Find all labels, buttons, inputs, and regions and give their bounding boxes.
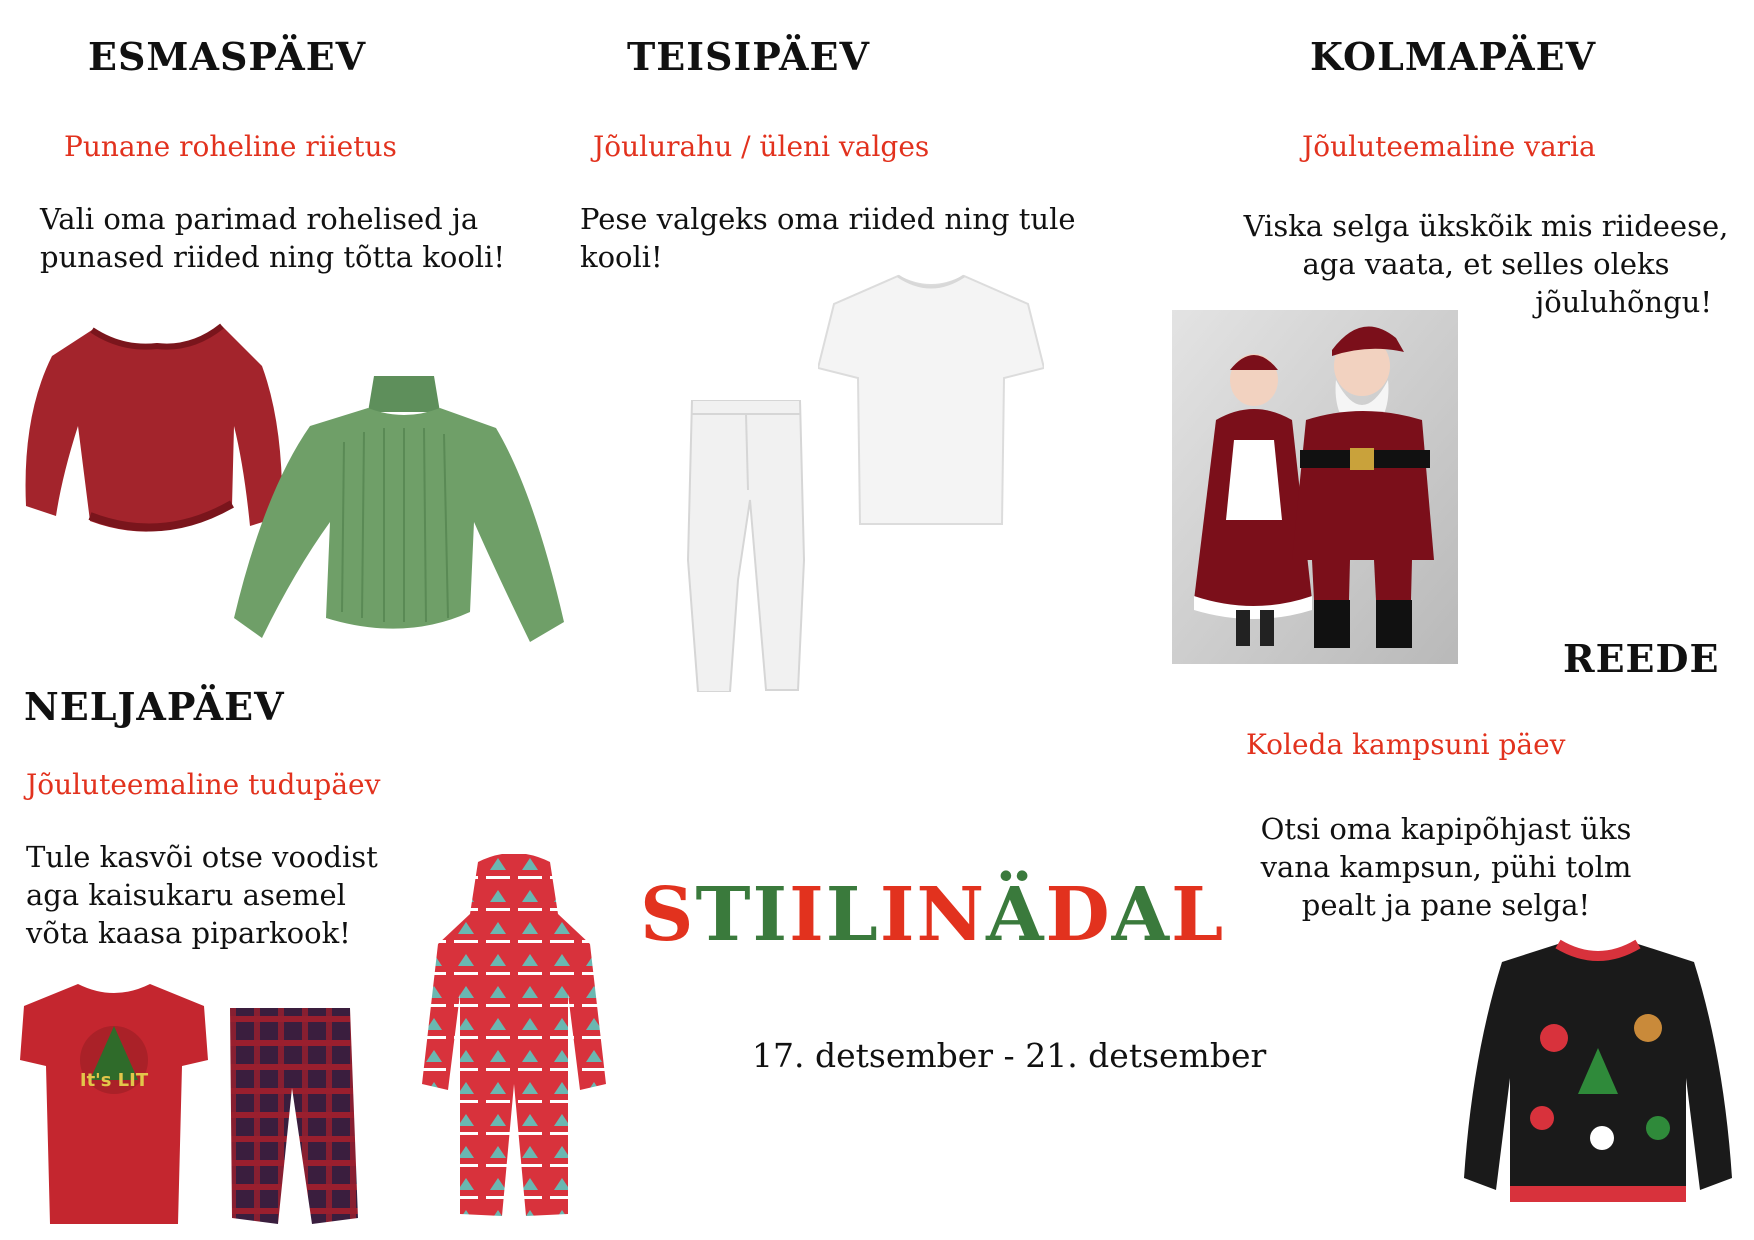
theme-monday: Punane roheline riietus xyxy=(64,130,397,163)
theme-thursday: Jõuluteemaline tudupäev xyxy=(26,768,381,801)
day-heading-thursday: NELJAPÄEV xyxy=(24,684,285,729)
description-line: Otsi oma kapipõhjast üks xyxy=(1260,812,1632,846)
description-monday xyxy=(40,200,560,276)
title-letter: I xyxy=(879,872,917,958)
shirt-text: It's LIT xyxy=(79,1070,149,1091)
description-line: võta kaasa piparkook! xyxy=(26,916,351,950)
title-letter: T xyxy=(695,872,753,958)
plaid-pajama-pants-image xyxy=(220,1008,360,1226)
description-wednesday xyxy=(1236,207,1736,321)
title-letter: I xyxy=(789,872,826,958)
red-tshirt-image xyxy=(18,980,210,1228)
description-tuesday xyxy=(580,200,1100,276)
title-letter: A xyxy=(1111,872,1172,958)
theme-wednesday: Jõuluteemaline varia xyxy=(1302,130,1596,163)
description-line: aga vaata, et selles oleks xyxy=(1302,247,1670,281)
description-line: jõuluhõngu! xyxy=(1535,285,1712,319)
theme-friday: Koleda kampsuni päev xyxy=(1246,728,1566,761)
title-letter: S xyxy=(640,872,696,958)
description-line: Viska selga ükskõik mis riideese, xyxy=(1243,209,1729,243)
title-letter: N xyxy=(916,872,987,958)
title-letter: L xyxy=(1171,872,1226,958)
ugly-christmas-sweater-image xyxy=(1462,938,1734,1214)
title-letter: L xyxy=(825,872,880,958)
page-title xyxy=(640,872,1225,958)
christmas-onesie-image xyxy=(418,854,610,1224)
description-thursday xyxy=(26,838,446,952)
description-friday xyxy=(1236,810,1656,924)
title-letter: D xyxy=(1045,872,1112,958)
description-line: vana kampsun, pühi tolm xyxy=(1260,850,1632,884)
day-heading-monday: ESMASPÄEV xyxy=(88,34,367,79)
description-line: Vali oma parimad rohelised ja xyxy=(40,202,479,236)
description-line: punased riided ning tõtta kooli! xyxy=(40,240,505,274)
white-jeans-image xyxy=(686,400,806,692)
description-line: Pese valgeks oma riided ning tule xyxy=(580,202,1076,236)
description-line: pealt ja pane selga! xyxy=(1301,888,1591,922)
white-tshirt-image xyxy=(818,268,1044,530)
day-heading-wednesday: KOLMAPÄEV xyxy=(1310,34,1597,79)
title-letter: I xyxy=(752,872,790,958)
day-heading-friday: REEDE xyxy=(1563,636,1720,681)
description-line: Tule kasvõi otse voodist xyxy=(26,840,378,874)
theme-tuesday: Jõulurahu / üleni valges xyxy=(593,130,930,163)
description-line: kooli! xyxy=(580,240,663,274)
description-line: aga kaisukaru asemel xyxy=(26,878,346,912)
green-turtleneck-image xyxy=(234,372,596,652)
day-heading-tuesday: TEISIPÄEV xyxy=(627,34,870,79)
date-range: 17. detsember - 21. detsember xyxy=(752,1036,1267,1075)
title-letter: Ä xyxy=(986,872,1046,958)
santa-couple-image xyxy=(1172,310,1458,664)
